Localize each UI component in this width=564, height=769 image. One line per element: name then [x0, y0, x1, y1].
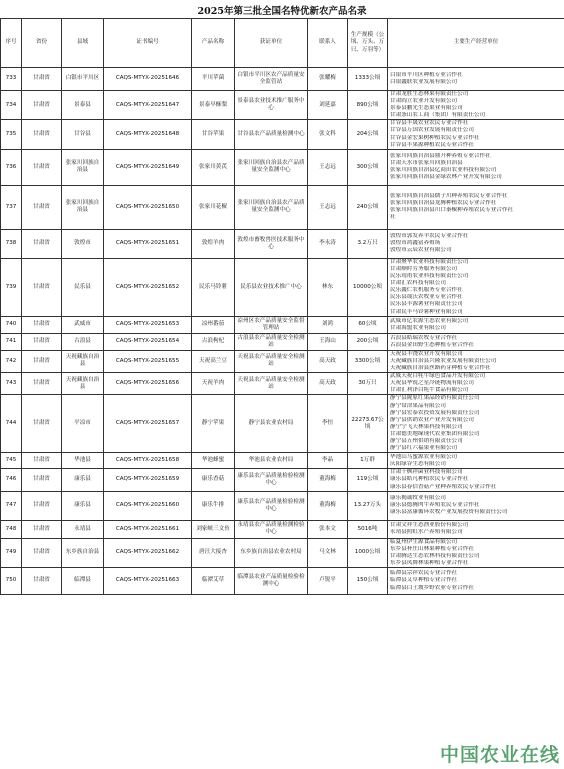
- unit-line: 甘肃文祥生态渔业股份有限公司: [390, 522, 469, 528]
- unit-line: 张家川回族自治县金绿农林产业开发有限公司: [390, 174, 502, 181]
- cell-org: 古浪县农产品质量安全检测站: [235, 333, 308, 350]
- page-title: 2025年第三批全国名特优新农产品名录: [197, 6, 367, 17]
- table-row: [1, 373, 564, 395]
- cell-no: 748: [1, 520, 22, 538]
- unit-line: 天祝县丰饶农业开发有限公司: [390, 350, 463, 357]
- unit-line: 景泰县鹏光生态果业有限公司: [390, 105, 463, 112]
- cell-units: [388, 350, 564, 372]
- unit-line: 古浪县皓瑞农牧专业合作社: [390, 334, 458, 341]
- cell-contact: 刘延嘉: [308, 91, 348, 120]
- cell-cert: CAQS-MTYX-20251656: [104, 373, 192, 395]
- header-units: 主要生产经营单位: [388, 19, 564, 68]
- unit-line: 华池山乌蜜源农业有限公司: [390, 453, 458, 460]
- cell-units: [388, 520, 564, 538]
- cell-cert: CAQS-MTYX-20251655: [104, 350, 192, 372]
- cell-contact: 王海山: [308, 333, 348, 350]
- cell-contact: 张耀梅: [308, 68, 348, 91]
- cell-units: [388, 229, 564, 258]
- cell-county: 天祝藏族自治县: [62, 350, 104, 372]
- cell-units: [388, 149, 564, 185]
- header-cert: 证书编号: [104, 19, 192, 68]
- watermark-logo: [440, 740, 560, 767]
- unit-line: 静宁县陇原红果品经销有限责任公司: [390, 395, 480, 402]
- cell-org: 天祝县农产品质量安全检测站: [235, 373, 308, 395]
- table-row: [1, 538, 564, 567]
- cell-province: 甘肃省: [22, 316, 62, 333]
- header-no: 序号: [1, 19, 22, 68]
- cell-no: 738: [1, 229, 22, 258]
- unit-line: 临潭县白土坡乡野农业专业合作社: [390, 584, 474, 591]
- cell-product: 甘谷苹果: [192, 120, 235, 149]
- unit-line: 康乐县富康循环农牧产业发展投资有限责任公司: [390, 509, 508, 516]
- unit-line: 临潭县艾草种植专业合作社: [390, 577, 458, 584]
- cell-scale: 150公顷: [348, 567, 388, 594]
- cell-scale: 1000公顷: [348, 538, 388, 567]
- cell-scale: 5016吨: [348, 520, 388, 538]
- cell-units: [388, 333, 564, 350]
- cell-province: 甘肃省: [22, 567, 62, 594]
- cell-province: 甘肃省: [22, 258, 62, 316]
- cell-product: 康乐香菇: [192, 469, 235, 491]
- cell-cert: CAQS-MTYX-20251651: [104, 229, 192, 258]
- cell-contact: 高天政: [308, 373, 348, 395]
- cell-product: 凉州番茄: [192, 316, 235, 333]
- cell-county: 临潭县: [62, 567, 104, 594]
- unit-line: 甘肃腾达生态农林科技有限责任公司: [390, 552, 480, 559]
- unit-line: 白银鑫联农业发展有限公司: [390, 79, 458, 85]
- cell-product: 民乐马铃薯: [192, 258, 235, 316]
- header-contact: 联系人: [308, 19, 348, 68]
- cell-org: 敦煌市畜牧兽医技术服务中心: [235, 229, 308, 258]
- cell-province: 甘肃省: [22, 491, 62, 520]
- cell-province: 甘肃省: [22, 538, 62, 567]
- cell-contact: 刘鸿: [308, 316, 348, 333]
- cell-county: 古浪县: [62, 333, 104, 350]
- unit-line: 静宁县五州供销有限责任公司: [390, 438, 463, 444]
- cell-units: [388, 316, 564, 333]
- cell-cert: CAQS-MTYX-20251647: [104, 91, 192, 120]
- cell-county: 敦煌市: [62, 229, 104, 258]
- cell-cert: CAQS-MTYX-20251649: [104, 149, 192, 185]
- cell-product: 静宁苹果: [192, 395, 235, 453]
- cell-scale: 204公顷: [348, 120, 388, 149]
- cell-county: 张家川回族自治县: [62, 149, 104, 185]
- table-row: [1, 185, 564, 229]
- unit-line: 敦煌市郭发养羊农民专业合作社: [390, 233, 469, 240]
- unit-line: 甘肃千枫祥菌业科技有限公司: [390, 469, 463, 476]
- cell-county: 华池县: [62, 453, 104, 469]
- cell-product: 华池蜂蜜: [192, 453, 235, 469]
- cell-county: 平凉市: [62, 395, 104, 453]
- cell-scale: 1万群: [348, 453, 388, 469]
- cell-no: 746: [1, 469, 22, 491]
- cell-no: 734: [1, 91, 22, 120]
- cell-scale: 3.2万只: [348, 229, 388, 258]
- table-row: [1, 567, 564, 594]
- cell-contact: 高天政: [308, 350, 348, 372]
- unit-line: 康乐揭诚牧业有限公司: [390, 494, 446, 501]
- cell-units: [388, 373, 564, 395]
- cell-product: 康乐牛排: [192, 491, 235, 520]
- unit-line: 张家川回族自治县亿商田农业科技有限公司: [390, 167, 497, 174]
- cell-contact: 张文科: [308, 120, 348, 149]
- cell-contact: 王志远: [308, 185, 348, 229]
- cell-units: [388, 538, 564, 567]
- cell-scale: 13.27万头: [348, 491, 388, 520]
- cell-county: 甘谷县: [62, 120, 104, 149]
- table-row: [1, 68, 564, 91]
- cell-org: 康乐县农产品质量检验检测中心: [235, 491, 308, 520]
- unit-line: 静宁县红六福果业有限公司: [390, 445, 458, 452]
- watermark-text: 中国农业在线: [439, 744, 560, 766]
- cell-county: 康乐县: [62, 469, 104, 491]
- cell-cert: CAQS-MTYX-20251659: [104, 469, 192, 491]
- unit-line: 民乐靖甫农业科技有限责任公司: [390, 273, 469, 280]
- cell-org: 永靖县农产品质量检测检验中心: [235, 520, 308, 538]
- cell-units: [388, 185, 564, 229]
- cell-province: 甘肃省: [22, 68, 62, 91]
- cell-county: 民乐县: [62, 258, 104, 316]
- cell-org: 华池县农业农村局: [235, 453, 308, 469]
- cell-org: 民乐县农业技术推广中心: [235, 258, 308, 316]
- cell-product: 唐汪大接杏: [192, 538, 235, 567]
- unit-line: 甘肃海盟农业有限公司: [390, 324, 446, 331]
- cell-contact: 董海梅: [308, 469, 348, 491]
- unit-line: 甘肃条山农工商（集团）有限责任公司: [390, 112, 486, 119]
- cell-units: [388, 395, 564, 453]
- cell-province: 甘肃省: [22, 229, 62, 258]
- cell-no: 743: [1, 373, 22, 395]
- unit-line: 张家川回族自治县龙腾种植农民专业合作社: [390, 200, 497, 207]
- unit-line: 甘肃阎立农业开发有限公司: [390, 98, 458, 105]
- cell-cert: CAQS-MTYX-20251663: [104, 567, 192, 594]
- unit-line: 临夏州伊生源食品有限公司: [390, 538, 458, 545]
- cell-scale: 1333公顷: [348, 68, 388, 91]
- cell-scale: 119公顷: [348, 469, 388, 491]
- cell-org: 康乐县农产品质量检验检测中心: [235, 469, 308, 491]
- cell-no: 747: [1, 491, 22, 520]
- cell-units: [388, 258, 564, 316]
- cell-no: 749: [1, 538, 22, 567]
- unit-line: 东乡县补庄山林果种植专业合作社: [390, 545, 474, 552]
- table-body: [1, 68, 564, 595]
- cell-province: 甘肃省: [22, 469, 62, 491]
- cell-contact: 林东: [308, 258, 348, 316]
- header-scale: 生产规模（公顷、万头、万只、万羽等）: [348, 19, 388, 68]
- unit-line: 天祝藏族自治县丝路药芽种植专业合作社: [390, 364, 491, 371]
- header-county: 县域: [62, 19, 104, 68]
- unit-line: 天祝藏族自治县兴隆农业发展有限责任公司: [390, 357, 497, 364]
- table-row: [1, 350, 564, 372]
- table-row: [1, 316, 564, 333]
- cell-province: 甘肃省: [22, 120, 62, 149]
- header-province: 省份: [22, 19, 62, 68]
- cell-product: 敦煌羊肉: [192, 229, 235, 258]
- table-row: [1, 91, 564, 120]
- cell-cert: CAQS-MTYX-20251650: [104, 185, 192, 229]
- cell-org: 东乡族自治县农业农村局: [235, 538, 308, 567]
- cell-org: 天祝县农产品质量安全检测站: [235, 350, 308, 372]
- cell-scale: 200公顷: [348, 333, 388, 350]
- cell-contact: 马文林: [308, 538, 348, 567]
- cell-no: 745: [1, 453, 22, 469]
- cell-no: 736: [1, 149, 22, 185]
- cell-cert: CAQS-MTYX-20251646: [104, 68, 192, 91]
- cell-org: 张家川回族自治县农产品质量安全监测中心: [235, 149, 308, 185]
- cell-product: 张家川黄芪: [192, 149, 235, 185]
- cell-product: 景泰早酥梨: [192, 91, 235, 120]
- cell-org: 凉州区农产品质量安全监督管理站: [235, 316, 308, 333]
- unit-line: 敦煌市云辰农业有限公司: [390, 247, 452, 254]
- cell-province: 甘肃省: [22, 350, 62, 372]
- cell-product: 张家川花椒: [192, 185, 235, 229]
- product-table: [0, 18, 564, 595]
- unit-line: 康乐县春信香菇产业种养殖农民专业合作社: [390, 483, 497, 490]
- unit-line: 武威天祝白牦牛绿色食品开发有限公司: [390, 373, 486, 380]
- unit-line: 甘谷县丰晟农业农民专业合作社: [390, 120, 469, 127]
- cell-province: 甘肃省: [22, 373, 62, 395]
- unit-line: 白银市平川区种植专业合作社: [390, 71, 463, 78]
- unit-line: 静宁县宏泰农投资发展有限责任公司: [390, 409, 480, 416]
- cell-cert: CAQS-MTYX-20251657: [104, 395, 192, 453]
- unit-line: 永靖县照虹水产养殖有限公司: [390, 529, 463, 536]
- unit-line: 甘肃龙胜生态林果有限责任公司: [390, 91, 469, 97]
- cell-province: 甘肃省: [22, 453, 62, 469]
- unit-line: 张家川回族自治县川口秦椒种养殖农民专业合作社: [390, 207, 514, 214]
- cell-scale: 890公顷: [348, 91, 388, 120]
- cell-cert: CAQS-MTYX-20251658: [104, 453, 192, 469]
- header-product: 产品名称: [192, 19, 235, 68]
- cell-cert: CAQS-MTYX-20251660: [104, 491, 192, 520]
- cell-province: 甘肃省: [22, 149, 62, 185]
- cell-scale: 22273.67公顷: [348, 395, 388, 453]
- unit-line: 社: [390, 214, 396, 221]
- cell-county: 永靖县: [62, 520, 104, 538]
- cell-units: [388, 120, 564, 149]
- cell-county: 景泰县: [62, 91, 104, 120]
- cell-no: 742: [1, 350, 22, 372]
- cell-product: 刘家峡三文鱼: [192, 520, 235, 538]
- cell-county: 天祝藏族自治县: [62, 373, 104, 395]
- cell-product: 天祝高兰豆: [192, 350, 235, 372]
- table-row: [1, 469, 564, 491]
- cell-units: [388, 68, 564, 91]
- unit-line: 天祝县华锐之星冷链物流有限公司: [390, 380, 474, 387]
- cell-scale: 3300公顷: [348, 350, 388, 372]
- cell-units: [388, 453, 564, 469]
- cell-province: 甘肃省: [22, 333, 62, 350]
- cell-org: 静宁县农业农村局: [235, 395, 308, 453]
- unit-line: 武威市亿农源生态农业有限公司: [390, 317, 469, 324]
- unit-line: 敦煌市鸿鑫富养殖场: [390, 240, 441, 247]
- cell-org: 甘谷县农产品质量检测中心: [235, 120, 308, 149]
- cell-province: 甘肃省: [22, 91, 62, 120]
- cell-contact: 李永涛: [308, 229, 348, 258]
- cell-no: 750: [1, 567, 22, 594]
- cell-org: 临潭县农业产品质量检验检测中心: [235, 567, 308, 594]
- unit-line: 甘肃汇农科技有限公司: [390, 280, 446, 287]
- cell-product: 古浪枸杞: [192, 333, 235, 350]
- cell-org: 张家川回族自治县农产品质量安全监测中心: [235, 185, 308, 229]
- unit-line: 庆阳绿谷生态有限公司: [390, 460, 446, 467]
- cell-scale: 30万只: [348, 373, 388, 395]
- cell-county: 张家川回族自治县: [62, 185, 104, 229]
- cell-scale: 60公顷: [348, 316, 388, 333]
- table-row: [1, 229, 564, 258]
- cell-county: 白银市平川区: [62, 68, 104, 91]
- cell-province: 甘肃省: [22, 185, 62, 229]
- cell-org: 白银市平川区农产品质量安全监管站: [235, 68, 308, 91]
- table-row: [1, 149, 564, 185]
- cell-no: 735: [1, 120, 22, 149]
- cell-product: 临潭艾草: [192, 567, 235, 594]
- cell-contact: 卢锐平: [308, 567, 348, 594]
- table-header-row: [1, 19, 564, 68]
- cell-scale: 300公顷: [348, 149, 388, 185]
- cell-cert: CAQS-MTYX-20251661: [104, 520, 192, 538]
- unit-line: 静宁常津果品有限公司: [390, 402, 446, 409]
- table-row: [1, 520, 564, 538]
- unit-line: 民乐县晟沃农牧业专业合作社: [390, 294, 463, 301]
- unit-line: 甘肃德美地缘现代农业集团有限公司: [390, 430, 480, 437]
- cell-contact: 李恒: [308, 395, 348, 453]
- cell-units: [388, 469, 564, 491]
- cell-units: [388, 567, 564, 594]
- unit-line: 康乐县皓凡种植农民专业合作社: [390, 476, 469, 483]
- unit-line: 民乐鑫仁农机服务专业合作社: [390, 287, 463, 294]
- unit-line: 甘肃顺时劳务服务有限公司: [390, 265, 458, 272]
- unit-line: 静宁县供销农业产业开发有限公司: [390, 416, 474, 423]
- cell-contact: 王志远: [308, 149, 348, 185]
- cell-no: 739: [1, 258, 22, 316]
- cell-scale: 240公顷: [348, 185, 388, 229]
- unit-line: 甘肃聚华农业科技有限责任公司: [390, 258, 469, 265]
- cell-county: 东乡族自治县: [62, 538, 104, 567]
- cell-province: 甘肃省: [22, 520, 62, 538]
- table-row: [1, 453, 564, 469]
- cell-cert: CAQS-MTYX-20251654: [104, 333, 192, 350]
- table-row: [1, 333, 564, 350]
- cell-cert: CAQS-MTYX-20251652: [104, 258, 192, 316]
- cell-product: 天祝羊肉: [192, 373, 235, 395]
- cell-contact: 董海梅: [308, 491, 348, 520]
- cell-scale: 10000公顷: [348, 258, 388, 316]
- cell-county: 武威市: [62, 316, 104, 333]
- unit-line: 甘谷县金宏果树种植农民专业合作社: [390, 134, 480, 141]
- unit-line: 静宁宁飞天林果科技有限公司: [390, 423, 463, 430]
- cell-no: 737: [1, 185, 22, 229]
- cell-no: 744: [1, 395, 22, 453]
- unit-line: 东乡县凤舞林果种植专业合作社: [390, 559, 469, 566]
- cell-no: 741: [1, 333, 22, 350]
- cell-no: 740: [1, 316, 22, 333]
- cell-province: 甘肃省: [22, 395, 62, 453]
- unit-line: 甘肃天水市张家川回族自治县: [390, 160, 463, 167]
- unit-line: 康乐县德腾肉牛养殖农民专业合作社: [390, 502, 480, 509]
- unit-line: 临潭县宗祥农民专业合作社: [390, 570, 458, 577]
- cell-cert: CAQS-MTYX-20251653: [104, 316, 192, 333]
- cell-units: [388, 91, 564, 120]
- cell-contact: 李晶: [308, 453, 348, 469]
- unit-line: 甘肃民丰马铃薯种业有限公司: [390, 308, 463, 315]
- table-row: [1, 395, 564, 453]
- cell-product: 平川苹菌: [192, 68, 235, 91]
- cell-org: 景泰县农业技术推广服务中心: [235, 91, 308, 120]
- unit-line: 古浪县金田野生态种植专业合作社: [390, 341, 474, 348]
- unit-line: 张家川回族自治县儒子川种养殖农民专业合作社: [390, 193, 508, 200]
- table-row: [1, 258, 564, 316]
- cell-units: [388, 491, 564, 520]
- cell-cert: CAQS-MTYX-20251662: [104, 538, 192, 567]
- table-row: [1, 491, 564, 520]
- unit-line: 甘谷县万国农业发展有限责任公司: [390, 127, 474, 134]
- unit-line: 民乐县丰源薯业有限责任公司: [390, 301, 463, 308]
- cell-cert: CAQS-MTYX-20251648: [104, 120, 192, 149]
- table-row: [1, 120, 564, 149]
- unit-line: 甘肃汇利泽白牦牛食品有限公司: [390, 387, 469, 394]
- cell-contact: 张本文: [308, 520, 348, 538]
- header-org: 获证单位: [235, 19, 308, 68]
- unit-line: 甘谷县丰果源种植农民专业合作社: [390, 141, 474, 148]
- unit-line: 张家川回族自治县鼎升种养殖专业合作社: [390, 153, 491, 160]
- cell-county: 康乐县: [62, 491, 104, 520]
- cell-no: 733: [1, 68, 22, 91]
